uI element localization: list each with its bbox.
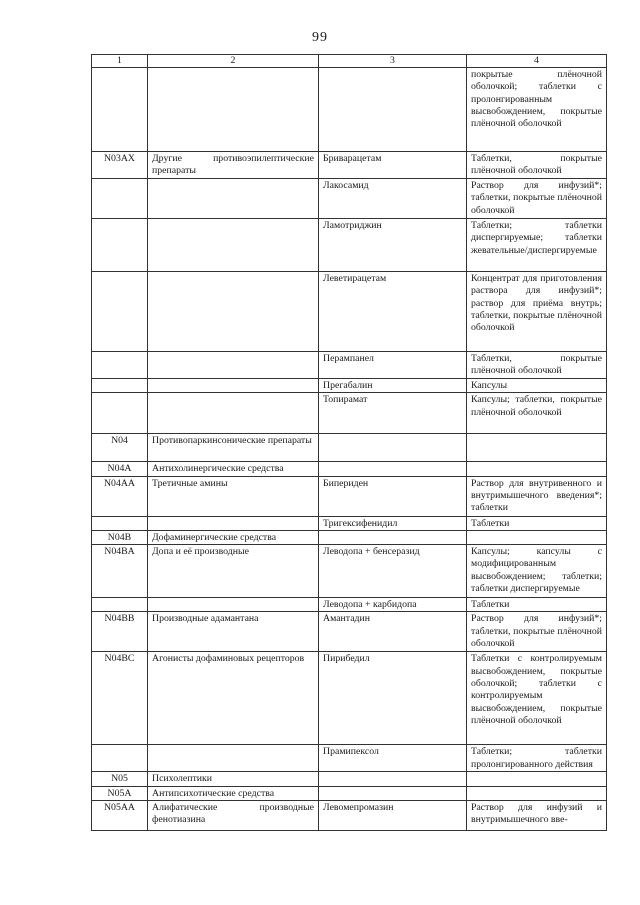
group-name-cell: Дофаминергические средства <box>148 530 319 544</box>
table-row <box>92 179 607 219</box>
group-name-cell: Третичные амины <box>148 476 319 516</box>
header-col-3: 3 <box>319 55 467 68</box>
atc-code-cell <box>92 516 148 530</box>
table-row <box>92 68 607 152</box>
dosage-forms-cell: Таблетки <box>467 598 607 612</box>
dosage-forms-cell: Таблетки <box>467 516 607 530</box>
table-row <box>92 379 607 393</box>
group-name-cell <box>148 352 319 379</box>
drug-name-cell: Прамипексол <box>319 745 467 772</box>
table-row <box>92 545 607 598</box>
group-name-cell <box>148 272 319 352</box>
atc-code-cell <box>92 272 148 352</box>
dosage-forms-cell: покрытые плёночной оболочкой; таблетки с пролонгированным высвобождением, покрытые плёночной оболочкой <box>467 68 607 152</box>
drug-name-cell <box>319 68 467 152</box>
dosage-forms-cell: Таблетки, покрытые плёночной оболочкой <box>467 152 607 179</box>
dosage-forms-cell <box>467 462 607 476</box>
drug-name-cell: Бриварацетам <box>319 152 467 179</box>
group-name-cell <box>148 745 319 772</box>
table-row <box>92 152 607 179</box>
atc-code-cell <box>92 745 148 772</box>
table-row <box>92 272 607 352</box>
dosage-forms-cell: Таблетки; таблетки пролонгированного действия <box>467 745 607 772</box>
atc-code-cell <box>92 179 148 219</box>
table-row <box>92 476 607 516</box>
table-header-row <box>92 55 607 68</box>
group-name-cell: Допа и её производные <box>148 545 319 598</box>
drug-name-cell: Леводопа + карбидопа <box>319 598 467 612</box>
group-name-cell: Психолептики <box>148 772 319 786</box>
drug-name-cell: Топирамат <box>319 393 467 434</box>
atc-code-cell <box>92 219 148 272</box>
group-name-cell: Алифатические производные фенотиазина <box>148 801 319 831</box>
page-number: 99 <box>312 30 328 45</box>
table-row <box>92 530 607 544</box>
table-row <box>92 598 607 612</box>
table-row <box>92 801 607 831</box>
dosage-forms-cell <box>467 530 607 544</box>
atc-code-cell: N05 <box>92 772 148 786</box>
group-name-cell <box>148 393 319 434</box>
drug-name-cell: Леветирацетам <box>319 272 467 352</box>
dosage-forms-cell: Таблетки с контролируемым высвобождением, покрытые оболочкой; таблетки с контролируемым высвобождением, покрытые плёночной оболочкой <box>467 652 607 745</box>
dosage-forms-cell: Концентрат для приготовления раствора для инфузий*; раствор для приёма внутрь; таблетки, покрытые плёночной оболочкой <box>467 272 607 352</box>
dosage-forms-cell <box>467 434 607 462</box>
drug-name-cell: Лакосамид <box>319 179 467 219</box>
drug-register-table <box>91 54 607 831</box>
dosage-forms-cell <box>467 772 607 786</box>
atc-code-cell: N04BA <box>92 545 148 598</box>
dosage-forms-cell: Таблетки; таблетки диспергируемые; таблетки жевательные/диспергируемые <box>467 219 607 272</box>
group-name-cell <box>148 516 319 530</box>
group-name-cell <box>148 598 319 612</box>
table-row <box>92 434 607 462</box>
atc-code-cell: N04AA <box>92 476 148 516</box>
table-row <box>92 772 607 786</box>
dosage-forms-cell: Раствор для внутривенного и внутримышечного введения*; таблетки <box>467 476 607 516</box>
atc-code-cell <box>92 379 148 393</box>
table-row <box>92 516 607 530</box>
atc-code-cell: N05A <box>92 786 148 800</box>
drug-name-cell: Пирибедил <box>319 652 467 745</box>
atc-code-cell <box>92 352 148 379</box>
header-col-1: 1 <box>92 55 148 68</box>
drug-name-cell: Бипериден <box>319 476 467 516</box>
atc-code-cell: N05AA <box>92 801 148 831</box>
group-name-cell: Противопаркинсонические препараты <box>148 434 319 462</box>
drug-name-cell <box>319 462 467 476</box>
drug-name-cell <box>319 772 467 786</box>
table-row <box>92 745 607 772</box>
drug-name-cell: Амантадин <box>319 612 467 652</box>
dosage-forms-cell <box>467 786 607 800</box>
drug-name-cell <box>319 530 467 544</box>
atc-code-cell <box>92 393 148 434</box>
group-name-cell <box>148 379 319 393</box>
group-name-cell <box>148 179 319 219</box>
table-row <box>92 612 607 652</box>
header-col-2: 2 <box>148 55 319 68</box>
atc-code-cell <box>92 68 148 152</box>
dosage-forms-cell: Раствор для инфузий*; таблетки, покрытые плёночной оболочкой <box>467 179 607 219</box>
dosage-forms-cell: Капсулы; капсулы с модифицированным высвобождением; таблетки; таблетки диспергируемые <box>467 545 607 598</box>
group-name-cell: Другие противоэпилептические препараты <box>148 152 319 179</box>
drug-name-cell <box>319 786 467 800</box>
table-row <box>92 393 607 434</box>
table-row <box>92 462 607 476</box>
group-name-cell: Антихолинергические средства <box>148 462 319 476</box>
group-name-cell: Антипсихотические средства <box>148 786 319 800</box>
drug-name-cell: Прегабалин <box>319 379 467 393</box>
atc-code-cell: N03AX <box>92 152 148 179</box>
drug-name-cell: Ламотриджин <box>319 219 467 272</box>
header-col-4: 4 <box>467 55 607 68</box>
atc-code-cell <box>92 598 148 612</box>
drug-name-cell: Левомепромазин <box>319 801 467 831</box>
dosage-forms-cell: Капсулы; таблетки, покрытые плёночной оболочкой <box>467 393 607 434</box>
table-row <box>92 352 607 379</box>
dosage-forms-cell: Раствор для инфузий и внутримышечного вве- <box>467 801 607 831</box>
table-row <box>92 219 607 272</box>
table-row <box>92 652 607 745</box>
dosage-forms-cell: Таблетки, покрытые плёночной оболочкой <box>467 352 607 379</box>
drug-name-cell: Леводопа + бенсеразид <box>319 545 467 598</box>
atc-code-cell: N04BC <box>92 652 148 745</box>
table-row <box>92 786 607 800</box>
group-name-cell: Производные адамантана <box>148 612 319 652</box>
group-name-cell <box>148 219 319 272</box>
drug-name-cell <box>319 434 467 462</box>
group-name-cell: Агонисты дофаминовых рецепторов <box>148 652 319 745</box>
dosage-forms-cell: Капсулы <box>467 379 607 393</box>
drug-name-cell: Перампанел <box>319 352 467 379</box>
atc-code-cell: N04 <box>92 434 148 462</box>
group-name-cell <box>148 68 319 152</box>
atc-code-cell: N04B <box>92 530 148 544</box>
atc-code-cell: N04A <box>92 462 148 476</box>
atc-code-cell: N04BB <box>92 612 148 652</box>
drug-name-cell: Тригексифенидил <box>319 516 467 530</box>
dosage-forms-cell: Раствор для инфузий*; таблетки, покрытые плёночной оболочкой <box>467 612 607 652</box>
